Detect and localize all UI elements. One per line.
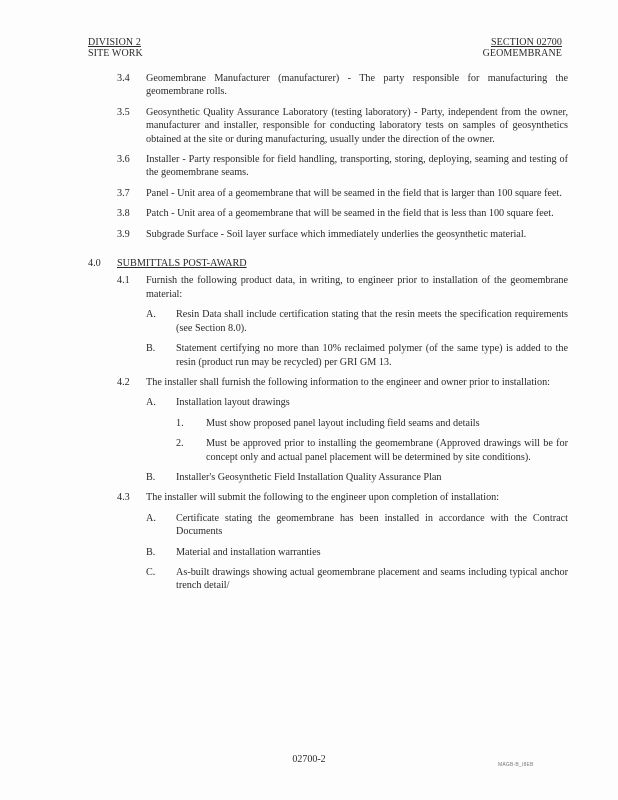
scan-stamp: MAGB-B_I8EB	[498, 762, 534, 768]
item-4-1-a	[88, 308, 568, 335]
item-text: Must be approved prior to installing the geomembrane (Approved drawings will be for concept only and actual panel placement will be determined by site conditions).	[206, 438, 568, 463]
item-number: 3.6	[117, 154, 130, 166]
item-text: Installer's Geosynthetic Field Installation Quality Assurance Plan	[176, 471, 442, 483]
item-letter: B.	[146, 471, 156, 483]
definition-3-4	[88, 72, 568, 99]
item-letter: A.	[146, 397, 156, 409]
header-left	[88, 37, 143, 59]
item-text: Furnish the following product data, in writing, to engineer prior to installation of the geomembrane material:	[146, 275, 568, 300]
paragraph-4-2	[88, 376, 568, 389]
item-letter: C.	[146, 566, 156, 578]
item-number: 3.5	[117, 106, 130, 118]
item-text: Statement certifying no more than 10% reclaimed polymer (of the same type) is added to the resin (product run may be recycled) per GRI GM 13.	[176, 343, 568, 368]
item-text: Geosynthetic Quality Assurance Laboratory (testing laboratory) - Party, independent from the owner, manufacturer and installer, responsible for conducting laboratory tests on samples of geosynthetics obtained at the site or during manufacturing, usually under the direction of the owner.	[146, 106, 568, 145]
item-letter: A.	[146, 512, 156, 524]
item-4-2-a	[88, 396, 568, 409]
definition-3-8	[88, 207, 568, 220]
definition-3-5	[88, 106, 568, 146]
paragraph-4-3	[88, 491, 568, 504]
section-number: SECTION 02700	[490, 37, 562, 48]
item-number: 4.2	[117, 376, 130, 388]
item-text: Installation layout drawings	[176, 397, 290, 409]
item-text: As-built drawings showing actual geomembrane placement and seams including typical anchor trench detail/	[176, 566, 568, 592]
item-text: Resin Data shall include certification stating that the resin meets the specification requirements (see Section 8.0).	[176, 309, 568, 334]
item-text: Certificate stating the geomembrane has been installed in accordance with the Contract Documents	[176, 512, 568, 538]
item-number: 3.4	[117, 73, 130, 84]
item-text: Material and installation warranties	[176, 546, 321, 558]
item-number: 3.9	[117, 228, 130, 240]
item-letter: B.	[146, 546, 156, 558]
item-text: Subgrade Surface - Soil layer surface which immediately underlies the geosynthetic material.	[146, 228, 527, 240]
item-4-3-c	[88, 566, 568, 593]
definition-3-7	[88, 187, 568, 200]
definition-3-9	[88, 228, 568, 241]
header-right	[483, 37, 562, 59]
section-title: GEOMEMBRANE	[482, 48, 562, 59]
section-number: 4.0	[88, 258, 101, 270]
item-number: 4.1	[117, 275, 130, 287]
item-4-2-b	[88, 471, 568, 484]
item-4-2-a-2	[88, 437, 568, 464]
section-heading-title: SUBMITTALS POST-AWARD	[117, 258, 247, 270]
item-number: 3.7	[117, 187, 130, 199]
item-text: Patch - Unit area of a geomembrane that will be seamed in the field that is less than 100 square feet.	[146, 208, 554, 220]
item-number: 3.8	[117, 208, 130, 220]
item-4-3-a	[88, 512, 568, 539]
item-text: The installer shall furnish the following information to the engineer and owner prior to installation:	[146, 376, 551, 388]
section-heading-4	[88, 257, 568, 270]
division-label: DIVISION 2	[88, 37, 141, 48]
item-number: 1.	[176, 417, 184, 429]
paragraph-4-1	[88, 274, 568, 301]
item-text: Must show proposed panel layout including field seams and details	[206, 417, 480, 429]
item-number: 2.	[176, 438, 184, 450]
item-letter: A.	[146, 309, 156, 321]
item-4-1-b	[88, 342, 568, 369]
page-number: 02700-2	[292, 754, 326, 765]
definition-3-6	[88, 153, 568, 180]
item-text: The installer will submit the following to the engineer upon completion of installation:	[146, 492, 500, 504]
item-text: Installer - Party responsible for field handling, transporting, storing, deploying, seaming and testing of the geomembrane seams.	[146, 154, 568, 179]
site-work-label: SITE WORK	[88, 48, 143, 59]
item-letter: B.	[146, 343, 156, 355]
item-4-2-a-1	[88, 417, 568, 430]
item-text: Geomembrane Manufacturer (manufacturer) - The party responsible for manufacturing the geomembrane rolls.	[146, 73, 568, 98]
document-body	[88, 72, 568, 600]
item-text: Panel - Unit area of a geomembrane that will be seamed in the field that is larger than 100 square feet.	[146, 187, 562, 199]
item-number: 4.3	[117, 492, 130, 504]
item-4-3-b	[88, 546, 568, 559]
